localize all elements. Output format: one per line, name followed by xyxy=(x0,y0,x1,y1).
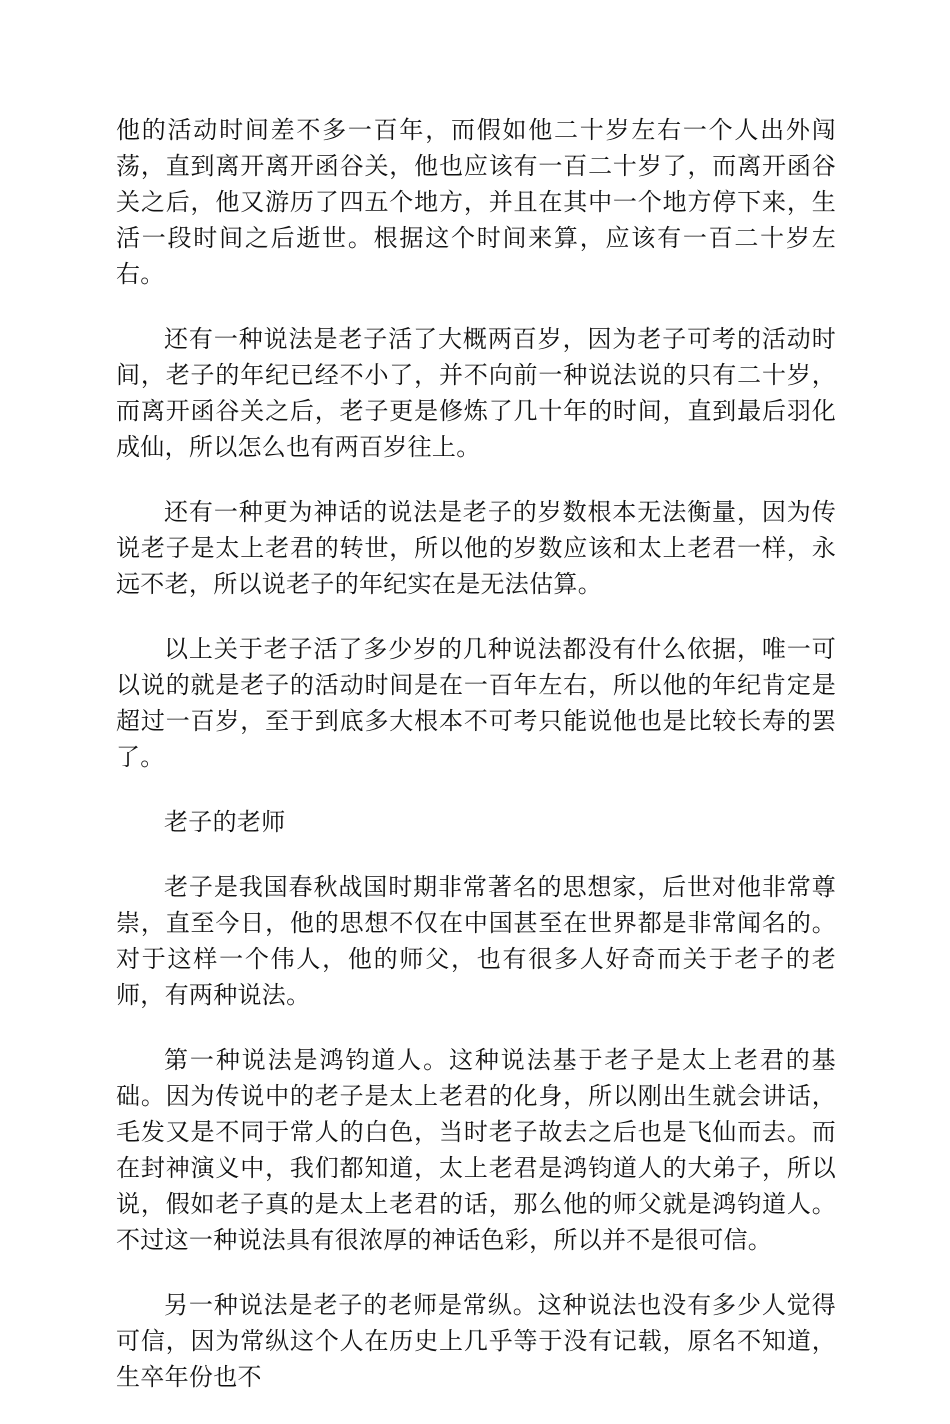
paragraph-6: 第一种说法是鸿钧道人。这种说法基于老子是太上老君的基础。因为传说中的老子是太上老君的化身，所以刚出生就会讲话，毛发又是不同于常人的白色，当时老子故去之后也是飞仙而去。而在封神演义中，我们都知道，太上老君是鸿钧道人的大弟子，所以说，假如老子真的是太上老君的话，那么他的师父就是鸿钧道人。不过这一种说法具有很浓厚的神话色彩，所以并不是很可信。 xyxy=(116,1046,836,1254)
paragraph-3: 还有一种更为神话的说法是老子的岁数根本无法衡量，因为传说老子是太上老君的转世，所以他的岁数应该和太上老君一样，永远不老，所以说老子的年纪实在是无法估算。 xyxy=(116,498,836,598)
section-heading: 老子的老师 xyxy=(164,808,286,836)
paragraph-5: 老子是我国春秋战国时期非常著名的思想家，后世对他非常尊崇，直至今日，他的思想不仅在中国甚至在世界都是非常闻名的。对于这样一个伟人，他的师父，也有很多人好奇而关于老子的老师，有两种说法。 xyxy=(116,873,836,1009)
paragraph-4: 以上关于老子活了多少岁的几种说法都没有什么依据，唯一可以说的就是老子的活动时间是在一百年左右，所以他的年纪肯定是超过一百岁，至于到底多大根本不可考只能说他也是比较长寿的罢了。 xyxy=(116,635,836,771)
paragraph-7: 另一种说法是老子的老师是常纵。这种说法也没有多少人觉得可信，因为常纵这个人在历史上几乎等于没有记载，原名不知道，生卒年份也不 xyxy=(116,1291,836,1391)
document-page xyxy=(116,112,836,1424)
paragraph-1: 他的活动时间差不多一百年，而假如他二十岁左右一个人出外闯荡，直到离开离开函谷关，他也应该有一百二十岁了，而离开函谷关之后，他又游历了四五个地方，并且在其中一个地方停下来，生活一段时间之后逝世。根据这个时间来算，应该有一百二十岁左右。 xyxy=(116,116,836,288)
paragraph-2: 还有一种说法是老子活了大概两百岁，因为老子可考的活动时间，老子的年纪已经不小了，并不向前一种说法说的只有二十岁，而离开函谷关之后，老子更是修炼了几十年的时间，直到最后羽化成仙，所以怎么也有两百岁往上。 xyxy=(116,325,836,461)
